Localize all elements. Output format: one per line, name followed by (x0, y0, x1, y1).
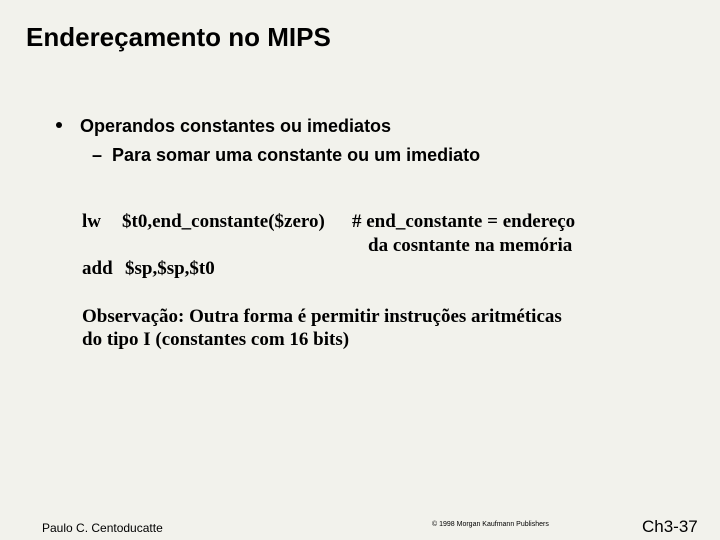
code-line1-args: $t0,end_constante($zero) (122, 211, 325, 232)
bullet-dot-icon (56, 122, 62, 128)
note-line2: do tipo I (constantes com 16 bits) (82, 329, 350, 350)
code-line1-comment: # end_constante = endereço (352, 211, 576, 232)
code-line1-op: lw (82, 211, 101, 232)
sub-bullet-dash: – (92, 145, 103, 165)
sub-bullet-text: Para somar uma constante ou um imediato (112, 145, 481, 165)
slide-title: Endereçamento no MIPS (26, 22, 331, 52)
note-line1: Observação: Outra forma é permitir instruções aritméticas (82, 306, 562, 327)
code-line2-op: add (82, 258, 113, 279)
footer-author: Paulo C. Centoducatte (42, 521, 163, 535)
code-line1-comment-cont: da cosntante na memória (368, 235, 573, 256)
page-number: Ch3-37 (642, 517, 698, 536)
code-line2-args: $sp,$sp,$t0 (125, 258, 215, 279)
footer-copyright: © 1998 Morgan Kaufmann Publishers (432, 521, 549, 528)
sub-bullet-item (92, 145, 480, 166)
bullet-text: Operandos constantes ou imediatos (80, 116, 392, 136)
bullet-item (56, 116, 391, 137)
